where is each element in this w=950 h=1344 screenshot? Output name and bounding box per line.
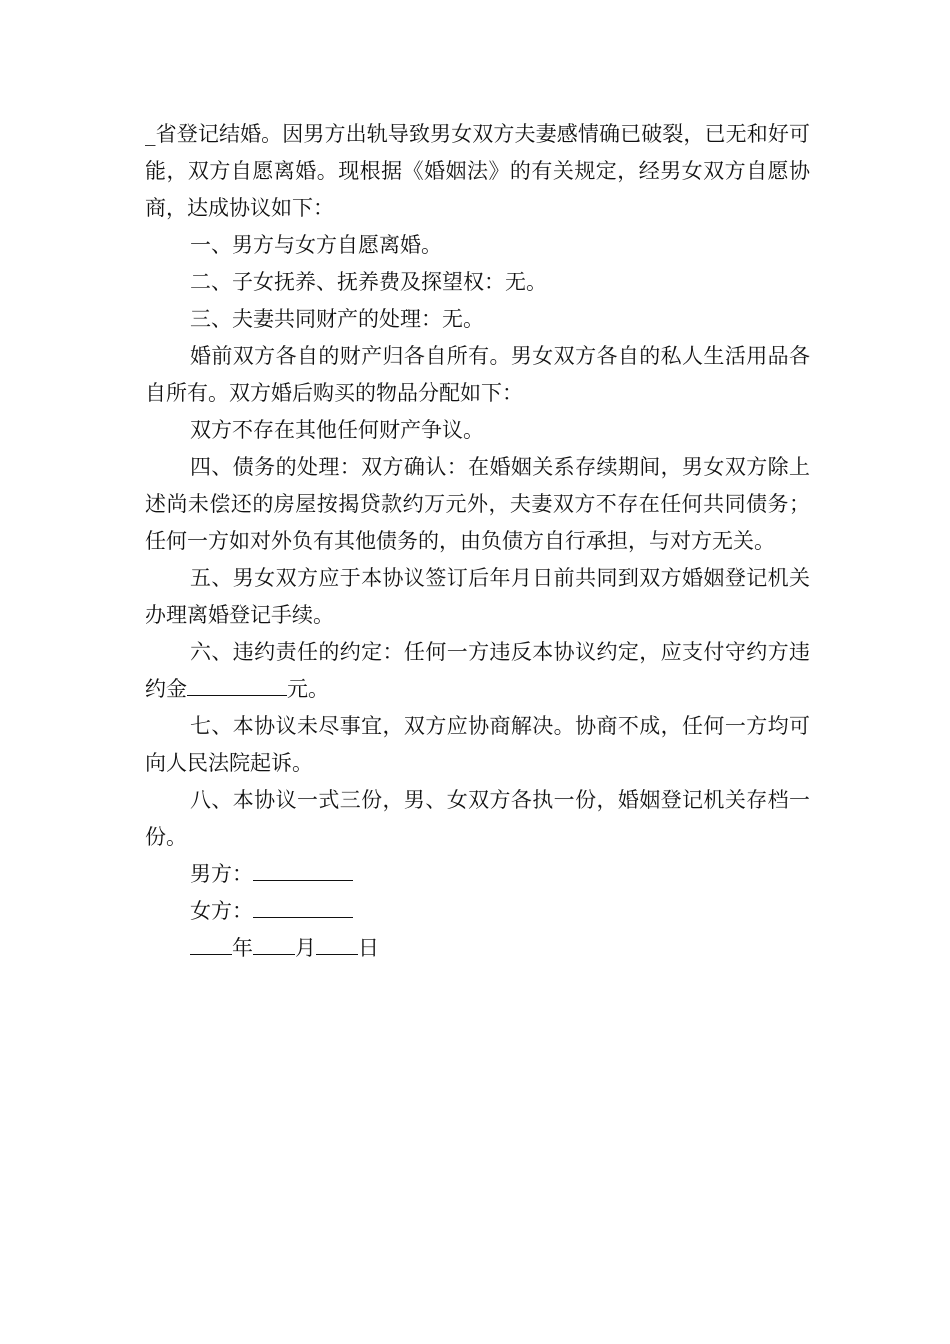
clause-5-paragraph: 五、男女双方应于本协议签订后年月日前共同到双方婚姻登记机关办理离婚登记手续。 [145, 566, 810, 627]
premarital-property-paragraph: 婚前双方各自的财产归各自所有。男女双方各自的私人生活用品各自所有。双方婚后购买的物品分配如下： [145, 344, 810, 405]
day-label: 日 [358, 936, 379, 960]
clause-8-paragraph: 八、本协议一式三份，男、女双方各执一份，婚姻登记机关存档一份。 [145, 788, 810, 849]
clause-7-paragraph: 七、本协议未尽事宜，双方应协商解决。协商不成，任何一方均可向人民法院起诉。 [145, 714, 810, 775]
month-blank[interactable] [253, 934, 295, 955]
female-signature-label: 女方： [190, 899, 253, 923]
clause-3-paragraph: 三、夫妻共同财产的处理：无。 [190, 307, 484, 331]
clause-6-paragraph [145, 634, 810, 708]
female-signature-line [145, 893, 810, 930]
penalty-amount-blank[interactable] [187, 675, 287, 696]
intro-paragraph: _省登记结婚。因男方出轨导致男女双方夫妻感情确已破裂，已无和好可能，双方自愿离婚。现根据《婚姻法》的有关规定，经男女双方自愿协商，达成协议如下： [145, 122, 810, 220]
clause-1-paragraph: 一、男方与女方自愿离婚。 [190, 233, 442, 257]
female-signature-blank[interactable] [253, 897, 353, 918]
penalty-text: 六、违约责任的约定：任何一方违反本协议约定，应支付守约方违约金 [145, 640, 810, 701]
document-body [145, 116, 810, 967]
date-line [145, 930, 810, 967]
male-signature-blank[interactable] [253, 860, 353, 881]
male-signature-line [145, 856, 810, 893]
no-dispute-paragraph: 双方不存在其他任何财产争议。 [190, 418, 484, 442]
year-blank[interactable] [190, 934, 232, 955]
male-signature-label: 男方： [190, 862, 253, 886]
day-blank[interactable] [316, 934, 358, 955]
clause-2-paragraph: 二、子女抚养、抚养费及探望权：无。 [190, 270, 547, 294]
year-label: 年 [232, 936, 253, 960]
month-label: 月 [295, 936, 316, 960]
clause-4-paragraph: 四、债务的处理：双方确认：在婚姻关系存续期间，男女双方除上述尚未偿还的房屋按揭贷款约万元外，夫妻双方不存在任何共同债务；任何一方如对外负有其他债务的，由负债方自行承担，与对方无关。 [145, 455, 810, 553]
penalty-unit: 元。 [287, 677, 329, 701]
